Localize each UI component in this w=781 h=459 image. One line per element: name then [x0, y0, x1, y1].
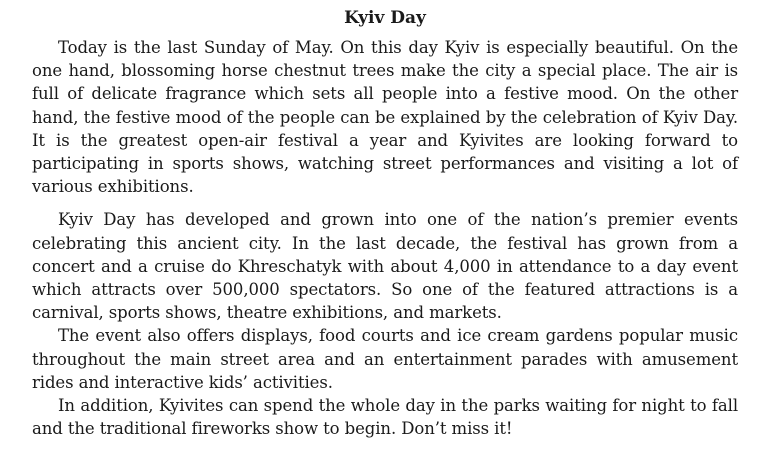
page-title: Kyiv Day	[344, 8, 426, 28]
paragraph-2: Kyiv Day has developed and grown into one of the nation’s premier events celebrating this ancient city. In the last decade, the festival has grown from a concert and a cruise do Khreschatyk with about 4,000 in attendance to a day event which attracts over 500,000 spectators. So one of the featured attractions is a carnival, sports shows, theatre exhibitions, and markets.	[32, 210, 738, 323]
paragraph-1: Today is the last Sunday of May. On this day Kyiv is especially beautiful. On the one hand, blossoming horse chestnut trees make the city a special place. The air is full of delicate fragrance which sets all people into a festive mood. On the other hand, the festive mood of the people can be explained by the celebration of Kyiv Day. It is the greatest open-air festival a year and Kyivites are looking forward to participating in sports shows, watching street performances and visiting a lot of various exhibitions.	[32, 38, 738, 197]
paragraph-3: The event also offers displays, food courts and ice cream gardens popular music throughout the main street area and an entertainment parades with amusement rides and interactive kids’ activities.	[32, 326, 738, 392]
document-page	[32, 6, 738, 440]
paragraph-4: In addition, Kyivites can spend the whole day in the parks waiting for night to fall and the traditional fireworks show to begin. Don’t miss it!	[32, 396, 738, 439]
